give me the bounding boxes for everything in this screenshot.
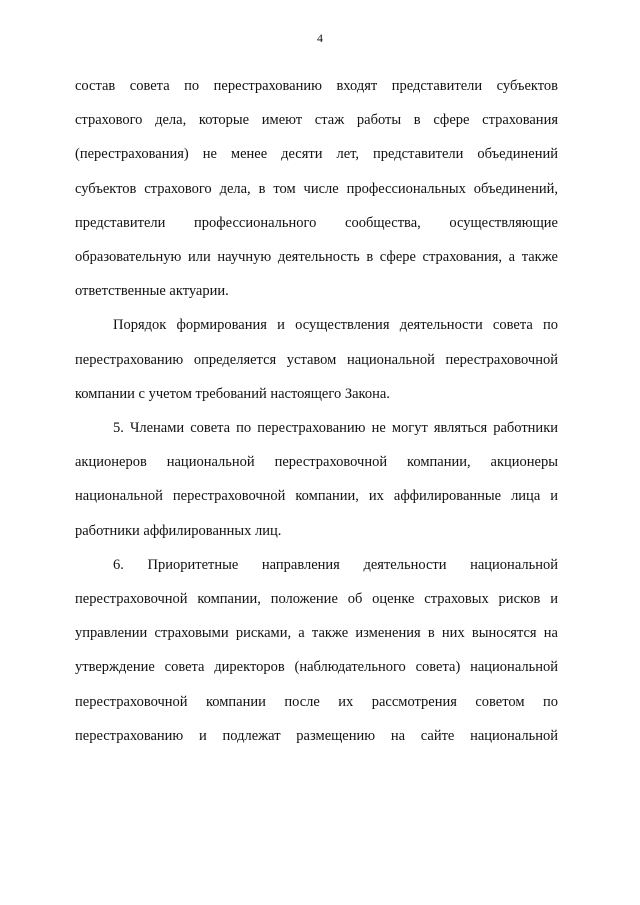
paragraph-membership-restrictions: 5. Членами совета по перестрахованию не могут являться работники акционеров национальной перестраховочной компании, акционеры национальной перестраховочной компании, их аффилированные лица и работники аффилированных лиц. xyxy=(75,420,558,539)
page-number: 4 xyxy=(317,31,323,45)
paragraph-council-composition: состав совета по перестрахованию входят представители субъектов страхового дела, которые имеют стаж работы в сфере страхования (перестрахования) не менее десяти лет, представители объединений субъектов страхового дела, в том числе профессиональных объединений, представители профессионального сообщества, осуществляющие образовательную или научную деятельность в сфере страхования, а также ответственные актуарии. xyxy=(75,78,558,300)
paragraph-priority-directions: 6. Приоритетные направления деятельности национальной перестраховочной компании, положение об оценке страховых рисков и управлении страховыми рисками, а также изменения в них выносятся на утверждение совета директоров (наблюдательного совета) национальной перестраховочной компании после их рассмотрения советом по перестрахованию и подлежат размещению на сайте национальной xyxy=(75,556,558,744)
document-body xyxy=(75,69,558,753)
paragraph-formation-procedure: Порядок формирования и осуществления деятельности совета по перестрахованию определяется уставом национальной перестраховочной компании с учетом требований настоящего Закона. xyxy=(75,317,558,402)
